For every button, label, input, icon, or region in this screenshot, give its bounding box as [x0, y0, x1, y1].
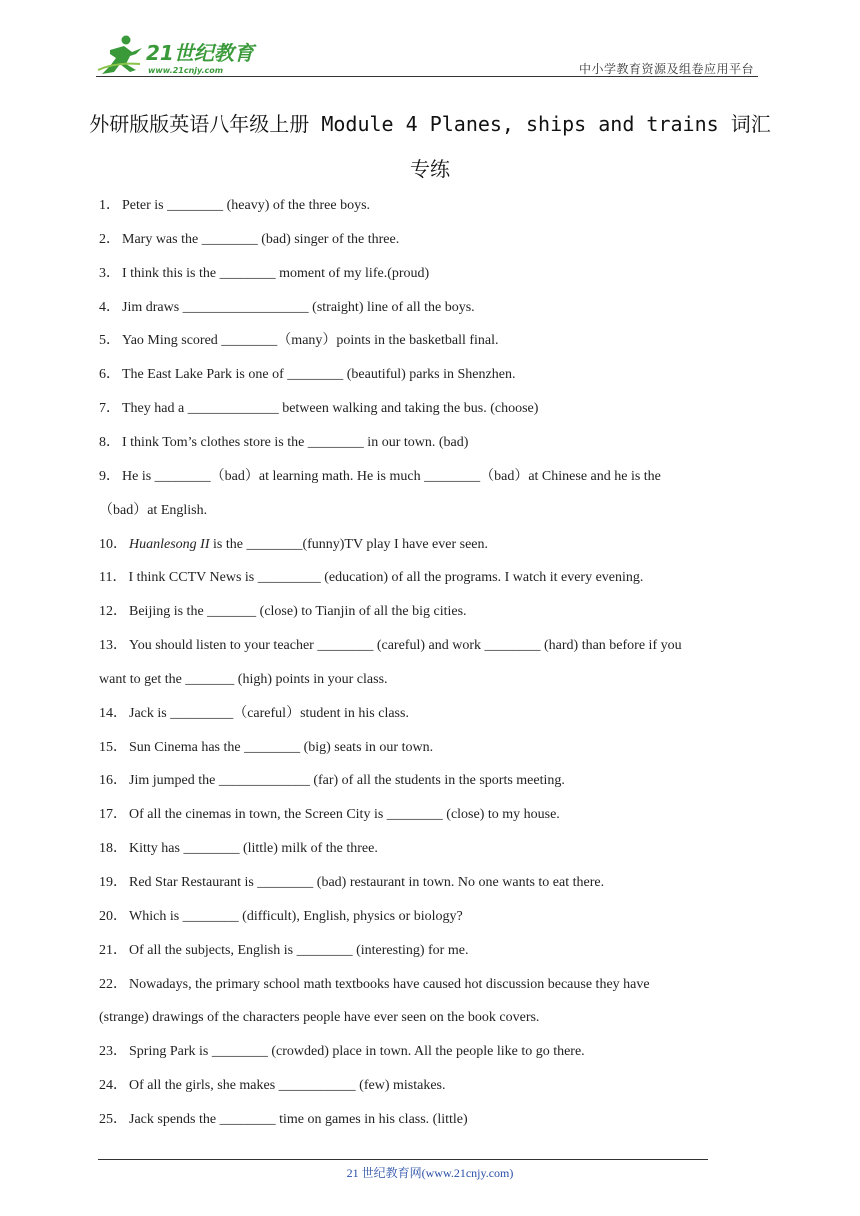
question-line [99, 975, 759, 995]
question-line [99, 636, 759, 656]
question-number: 12． [99, 604, 127, 620]
question-line [99, 331, 759, 351]
question-number: 18． [99, 841, 127, 857]
question-number: 3． [99, 265, 120, 281]
question-line [99, 1076, 759, 1096]
question-number: 8． [99, 434, 120, 450]
question-text: Jack is _________（careful）student in his class. [129, 705, 409, 721]
question-line [99, 1008, 759, 1028]
question-line [99, 907, 759, 927]
question-text: is the ________(funny)TV play I have ever seen. [209, 536, 488, 552]
question-number: 4． [99, 299, 120, 315]
question-line [99, 399, 759, 419]
question-line [99, 670, 759, 690]
question-line [99, 771, 759, 791]
logo-url: www.21cnjy.com [148, 66, 224, 75]
question-number: 11． [99, 570, 127, 586]
question-number: 24． [99, 1078, 127, 1094]
question-text: Yao Ming scored ________（many）points in the basketball final. [122, 333, 499, 349]
question-text: You should listen to your teacher ________ (careful) and work ________ (hard) than before if you [129, 638, 682, 654]
platform-tagline: 中小学教育资源及组卷应用平台 [578, 62, 754, 76]
question-text: Spring Park is ________ (crowded) place in town. All the people like to go there. [129, 1044, 585, 1060]
question-number: 17． [99, 807, 127, 823]
question-text: (strange) drawings of the characters people have ever seen on the book covers. [99, 1010, 540, 1026]
question-line [99, 196, 759, 216]
question-line [99, 704, 759, 724]
question-number: 10． [99, 536, 127, 552]
question-line [99, 298, 759, 318]
question-line [99, 433, 759, 453]
question-number: 19． [99, 875, 127, 890]
question-number: 15． [99, 739, 127, 755]
question-text: Red Star Restaurant is ________ (bad) restaurant in town. No one wants to eat there. [129, 875, 605, 890]
footer-divider [98, 1159, 708, 1160]
header-divider [96, 76, 758, 77]
question-line [99, 941, 759, 961]
question-text: Kitty has ________ (little) milk of the three. [129, 841, 378, 857]
logo-icon [96, 34, 266, 76]
question-number: 13． [99, 638, 127, 654]
question-text: Jim jumped the _____________ (far) of all the students in the sports meeting. [129, 773, 565, 789]
question-number: 23． [99, 1044, 127, 1060]
question-text: I think Tom’s clothes store is the ________ in our town. (bad) [122, 434, 469, 450]
question-text: Of all the cinemas in town, the Screen City is ________ (close) to my house. [129, 807, 560, 823]
question-line [99, 535, 759, 555]
logo-text: 21世纪教育 [146, 41, 254, 65]
question-italic-title: Huanlesong II [129, 536, 210, 552]
question-number: 14． [99, 705, 127, 721]
question-text: （bad）at English. [99, 502, 208, 518]
question-number: 9． [99, 468, 120, 484]
document-title-line-2: 专练 [410, 157, 450, 181]
question-line [99, 738, 759, 758]
question-text: The East Lake Park is one of ________ (beautiful) parks in Shenzhen. [122, 367, 516, 383]
question-line [99, 873, 759, 893]
question-text: want to get the _______ (high) points in your class. [99, 671, 388, 687]
question-number: 21． [99, 942, 127, 958]
question-number: 25． [99, 1111, 127, 1127]
question-line [99, 467, 759, 487]
question-text: He is ________（bad）at learning math. He is much ________（bad）at Chinese and he is the [122, 468, 661, 484]
question-text: Sun Cinema has the ________ (big) seats in our town. [129, 739, 434, 755]
question-text: Jim draws __________________ (straight) line of all the boys. [122, 299, 475, 315]
question-line [99, 602, 759, 622]
question-text: I think this is the ________ moment of my life.(proud) [122, 265, 430, 281]
footer-source: 21 世纪教育网(www.21cnjy.com) [346, 1166, 514, 1180]
question-line [99, 501, 759, 521]
question-text: Of all the subjects, English is ________ (interesting) for me. [129, 942, 469, 958]
question-text: Mary was the ________ (bad) singer of the three. [122, 231, 400, 247]
question-text: Peter is ________ (heavy) of the three boys. [122, 198, 371, 213]
question-text: They had a _____________ between walking and taking the bus. (choose) [122, 401, 539, 417]
question-number: 20． [99, 908, 127, 924]
question-text: Which is ________ (difficult), English, physics or biology? [129, 908, 463, 924]
question-line [99, 365, 759, 385]
question-line [99, 230, 759, 250]
question-text: Jack spends the ________ time on games in his class. (little) [129, 1111, 468, 1127]
question-number: 2． [99, 231, 120, 247]
question-number: 16． [99, 773, 127, 789]
question-line [99, 839, 759, 859]
question-line [99, 805, 759, 825]
question-line [99, 568, 759, 588]
question-text: Of all the girls, she makes ___________ (few) mistakes. [129, 1078, 446, 1094]
question-number: 7． [99, 401, 120, 417]
question-number: 22． [99, 976, 127, 992]
question-text: Beijing is the _______ (close) to Tianjin of all the big cities. [129, 604, 467, 620]
question-number: 6． [99, 367, 120, 383]
question-number: 5． [99, 333, 120, 349]
question-line [99, 1110, 759, 1130]
page-header [96, 30, 758, 78]
question-line [99, 1042, 759, 1062]
question-line [99, 264, 759, 284]
question-number: 1． [99, 198, 120, 213]
question-text: I think CCTV News is _________ (education) of all the programs. I watch it every evening. [128, 570, 644, 586]
document-title-line-1: 外研版版英语八年级上册 Module 4 Planes, ships and trains 词汇 [89, 112, 771, 136]
question-text: Nowadays, the primary school math textbooks have caused hot discussion because they have [129, 976, 650, 992]
